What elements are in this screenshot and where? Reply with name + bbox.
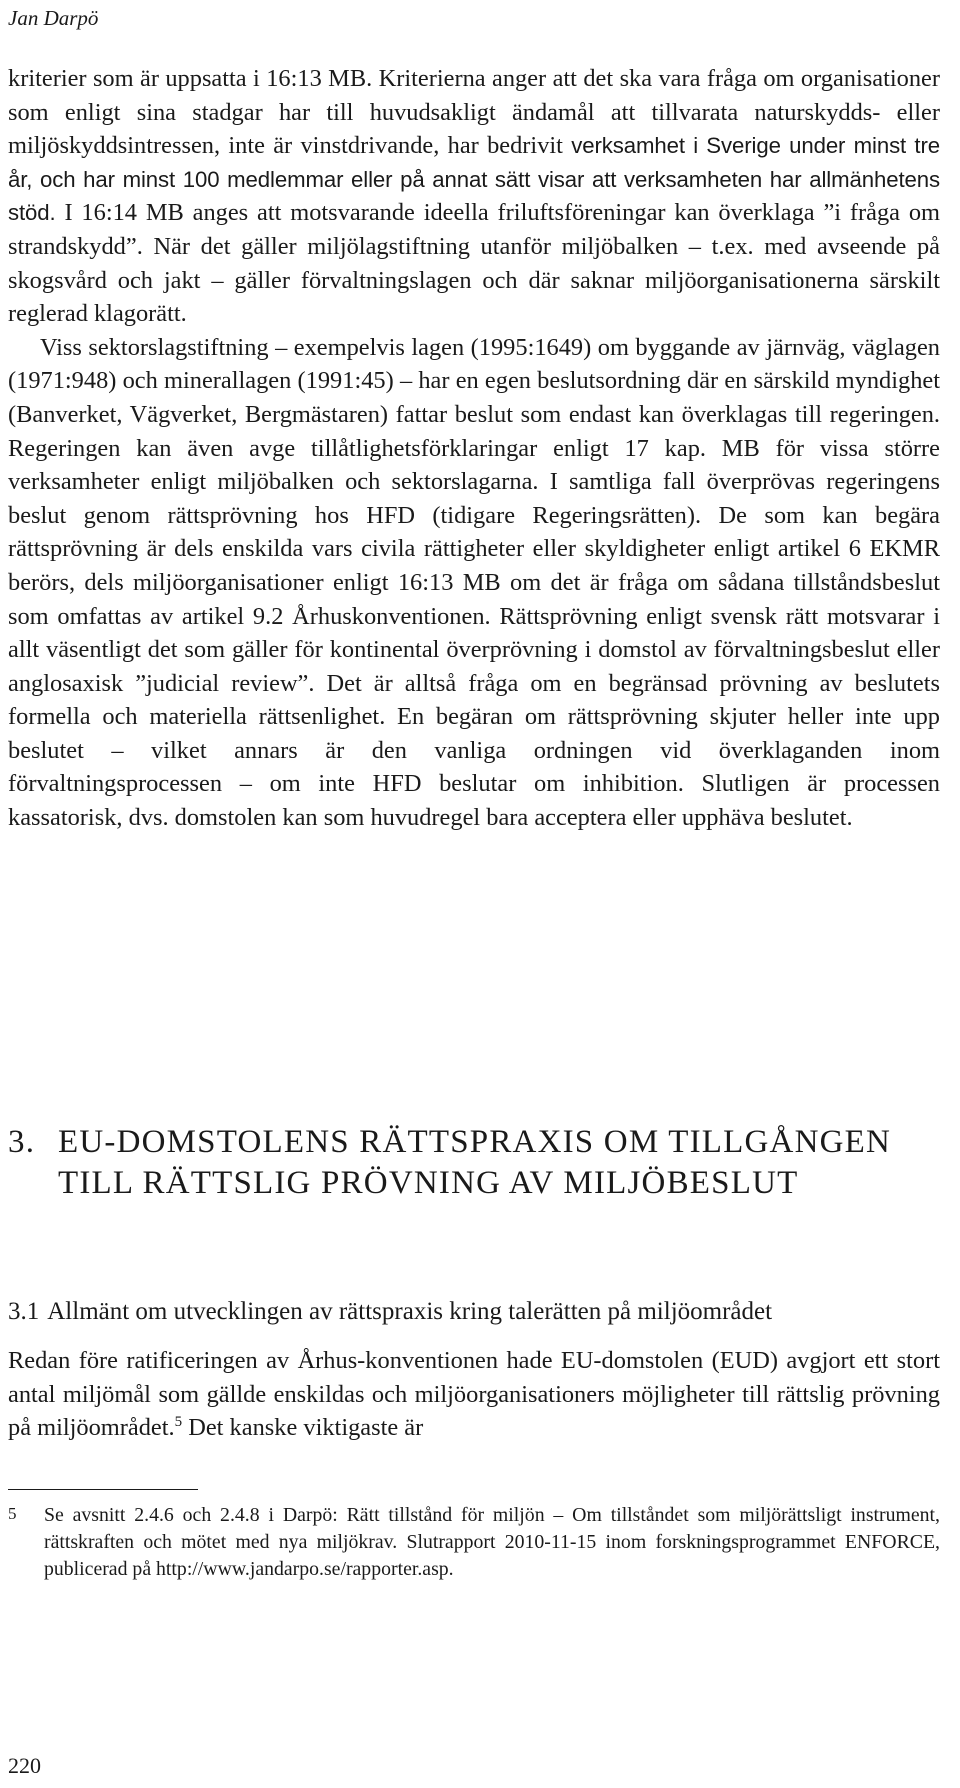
footnote-reference[interactable]: 5 xyxy=(174,1414,183,1431)
footnote-text: Se avsnitt 2.4.6 och 2.4.8 i Darpö: Rätt tillstånd för miljön – Om tillståndet som miljörättsligt instrument, rättskraften och mötet med nya miljökrav. Slutrapport 2010-11-15 inom forskningsprogrammet ENFORCE, publicerad på http://www.jandarpo.se/rapporter.asp. xyxy=(44,1504,940,1580)
footnote xyxy=(8,1502,940,1583)
page-number: 220 xyxy=(8,1753,41,1778)
paragraph-text-serif-continued: I 16:14 MB anges att motsvarande ideella friluftsföreningar kan överklaga ”i fråga om strandskydd”. När det gäller miljölagstiftning utanför miljöbalken – t.ex. med avseende på skogsvård och jakt – gäller förvaltningslagen och där saknar miljöorganisationerna särskilt reglerad klagorätt. xyxy=(8,199,940,328)
section-heading xyxy=(8,1295,940,1329)
paragraph-text-before-ref: Redan före ratificeringen av Århus-konventionen hade EU-domstolen (EUD) avgjort ett stort antal miljömål som gällde enskildas och miljöorganisationers möjligheter till rättslig prövning på miljöområdet. xyxy=(8,1347,940,1442)
body-text-block-b xyxy=(8,1344,940,1445)
chapter-number: 3. xyxy=(8,1124,36,1160)
running-head-author: Jan Darpö xyxy=(8,6,99,30)
section-number: 3.1 xyxy=(8,1298,40,1325)
section-title: Allmänt om utvecklingen av rättspraxis kring talerätten på miljöområdet xyxy=(47,1298,773,1325)
paragraph-text-serif: kriterier som är uppsatta i 16:13 MB. Kriterierna anger att det ska vara fråga om organisationer som enligt sina stadgar har till huvudsakligt ändamål att tillvarata naturskydds- eller miljöskyddsintressen, inte är vinstdrivande, har bedrivit xyxy=(8,65,940,160)
footnote-separator xyxy=(8,1489,198,1490)
paragraph-text-after-ref: Det kanske viktigaste är xyxy=(182,1414,424,1442)
chapter-heading xyxy=(8,1122,940,1204)
paragraph-text-sans-inset: verksamhet i Sverige under minst tre år, och har minst 100 medlemmar eller på annat sätt visar att verksamheten har allmänhetens stöd. xyxy=(8,133,940,226)
chapter-title: EU-DOMSTOLENS RÄTTSPRAXIS OM TILLGÅNGEN TILL RÄTTSLIG PRÖVNING AV MILJÖBESLUT xyxy=(58,1124,892,1201)
paragraph-eud-intro xyxy=(8,1344,940,1445)
paragraph-sector-legislation: Viss sektorslagstiftning – exempelvis lagen (1995:1649) om byggande av järnväg, väglagen (1971:948) och minerallagen (1991:45) – har en egen beslutsordning där en särskild myndighet (Banverket, Vägverket, Bergmästaren) fattar beslut som endast kan överklagas till regeringen. Regeringen kan även avge tillåtlighetsförklaringar enligt 17 kap. MB för vissa större verksamheter enligt miljöbalken och sektorslagarna. I samtliga fall överprövas regeringens beslut genom rättsprövning hos HFD (tidigare Regeringsrätten). De som kan begära rättsprövning är dels enskilda vars civila rättigheter eller skyldigheter enligt artikel 6 EKMR berörs, dels miljöorganisationer enligt 16:13 MB om det är fråga om sådana tillståndsbeslut som omfattas av artikel 9.2 Århuskonventionen. Rättsprövning enligt svensk rätt motsvarar i allt väsentligt det som gäller för kontinental överprövning i domstol av förvaltningsbeslut eller anglosaxisk ”judicial review”. Det är alltså fråga om en begränsad prövning av beslutets formella och materiella rättsenlighet. En begäran om rättsprövning skjuter heller inte upp beslutet – vilket annars är den vanliga ordningen vid överklaganden inom förvaltningsprocessen – om inte HFD beslutar om inhibition. Slutligen är processen kassatorisk, dvs. domstolen kan som huvudregel bara acceptera eller upphäva beslutet. xyxy=(8,333,940,832)
footnote-number: 5 xyxy=(8,1504,17,1523)
paragraph-talerätt-criteria xyxy=(8,62,940,331)
body-text-block-a xyxy=(8,62,940,835)
